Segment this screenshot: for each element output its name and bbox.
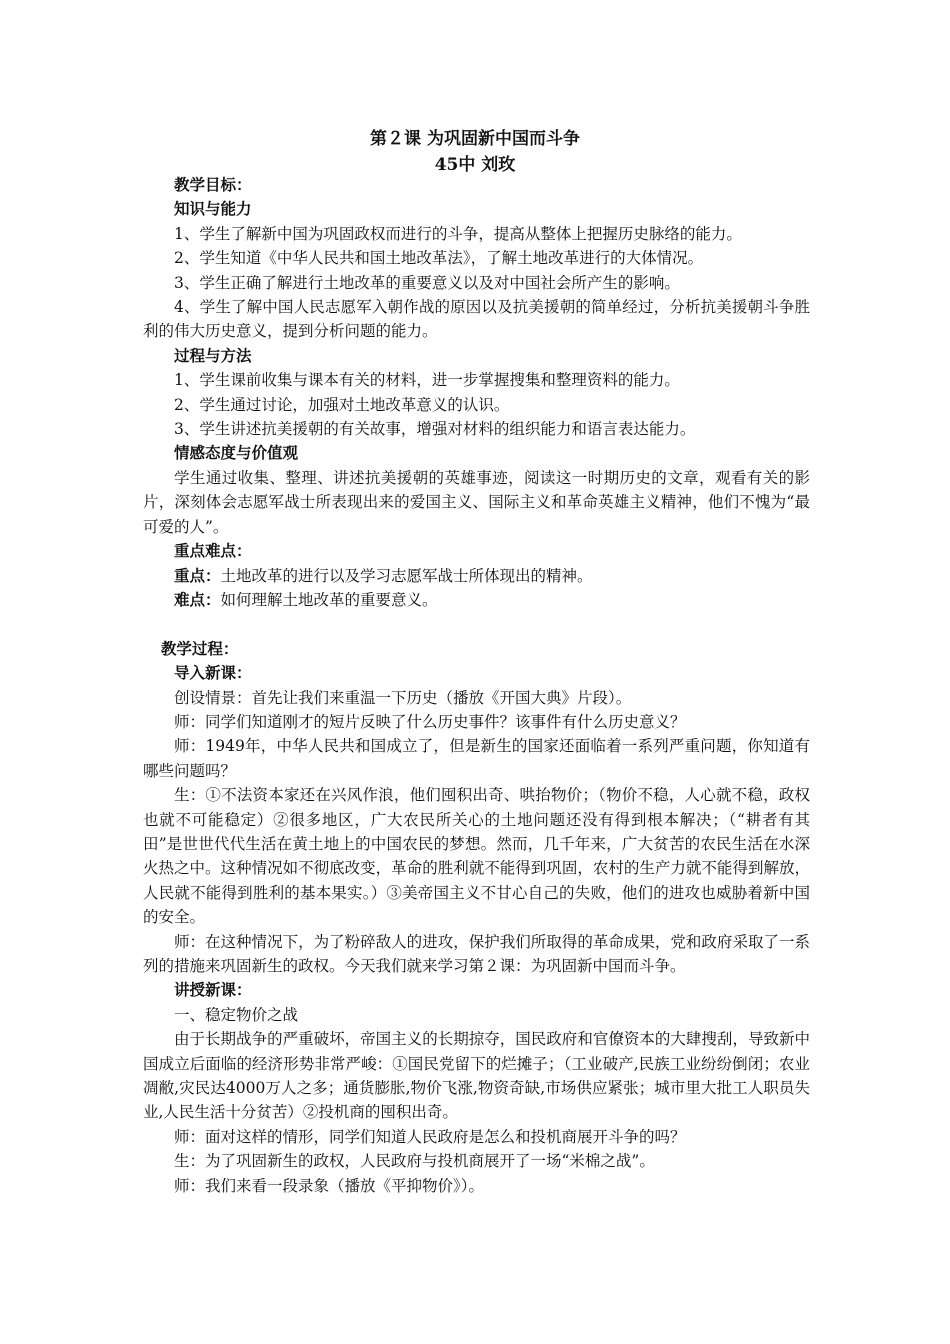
section-title: 一、稳定物价之战	[174, 1005, 299, 1024]
keypoints-heading: 重点难点：	[174, 541, 252, 561]
intro-paragraph: 创设情景：首先让我们来重温一下历史（播放《开国大典》片段）。	[174, 688, 632, 707]
intro-paragraph: 师：同学们知道刚才的短片反映了什么历史事件？该事件有什么历史意义？	[174, 712, 686, 731]
emotion-text: 学生通过收集、整理、讲述抗美援朝的英雄事迹，阅读这一时期历史的文章，观看有关的影片，深刻体会志愿军战士所表现出来的爱国主义、国际主义和革命英雄主义精神，他们不愧为“最可爱的人”。	[143, 468, 810, 536]
focus-line	[143, 564, 810, 588]
new-lesson-heading: 讲授新课：	[174, 980, 252, 1000]
process-heading: 过程与方法	[174, 345, 252, 365]
author-line: 45中 刘玫	[434, 155, 516, 175]
section-paragraph: 师：我们来看一段录象（播放《平抑物价》）。	[174, 1176, 485, 1195]
lesson-title: 第２课 为巩固新中国而斗争	[370, 129, 580, 149]
section-paragraph: 生：为了巩固新生的政权，人民政府与投机商展开了一场“米棉之战”。	[174, 1152, 655, 1171]
intro-paragraph: 师：1949年，中华人民共和国成立了，但是新生的国家还面临着一系列严重问题，你知道有哪些问题吗？	[143, 737, 810, 780]
spacer	[143, 612, 810, 636]
difficulty-line	[143, 588, 810, 612]
teaching-heading: 教学过程：	[160, 638, 239, 658]
intro-paragraph: 生：①不法资本家还在兴风作浪，他们囤积出奇、哄抬物价；（物价不稳，人心就不稳，政权也就不可能稳定）②很多地区，广大农民所关心的土地问题还没有得到根本解决；（“耕者有其田”是世世代代生活在黄土地上的中国农民的梦想。然而，几千年来，广大贫苦的农民生活在水深火热之中。这种情况如不彻底改变，革命的胜利就不能得到巩固，农村的生产力就不能得到解放，人民就不能得到胜利的基本果实。）③美帝国主义不甘心自己的失败，他们的进攻也威胁着新中国的安全。	[143, 786, 810, 927]
knowledge-item: 4、学生了解中国人民志愿军入朝作战的原因以及抗美援朝的简单经过，分析抗美援朝斗争胜利的伟大历史意义，提到分析问题的能力。	[143, 298, 810, 341]
process-item: 1、学生课前收集与课本有关的材料，进一步掌握搜集和整理资料的能力。	[174, 371, 680, 390]
document-body	[143, 173, 810, 1198]
knowledge-item: 3、学生正确了解进行土地改革的重要意义以及对中国社会所产生的影响。	[174, 273, 680, 292]
focus-text: 土地改革的进行以及学习志愿军战士所体现出的精神。	[220, 566, 593, 585]
knowledge-item: 1、学生了解新中国为巩固政权而进行的斗争，提高从整体上把握历史脉络的能力。	[174, 224, 742, 243]
difficulty-text: 如何理解土地改革的重要意义。	[220, 590, 438, 609]
knowledge-heading: 知识与能力	[174, 199, 252, 219]
goals-heading: 教学目标：	[174, 175, 252, 194]
difficulty-label: 难点：	[174, 589, 221, 609]
intro-heading: 导入新课：	[174, 663, 252, 683]
section-paragraph: 师：面对这样的情形，同学们知道人民政府是怎么和投机商展开斗争的吗？	[174, 1127, 686, 1146]
emotion-heading: 情感态度与价值观	[174, 443, 299, 463]
focus-label: 重点：	[174, 565, 221, 585]
process-item: 2、学生通过讨论，加强对土地改革意义的认识。	[174, 395, 510, 414]
process-item: 3、学生讲述抗美援朝的有关故事，增强对材料的组织能力和语言表达能力。	[174, 420, 696, 439]
knowledge-item: 2、学生知道《中华人民共和国土地改革法》，了解土地改革进行的大体情况。	[174, 249, 704, 268]
section-paragraph: 由于长期战争的严重破坏，帝国主义的长期掠夺，国民政府和官僚资本的大肆搜刮，导致新中国成立后面临的经济形势非常严峻：①国民党留下的烂摊子；（工业破产,民族工业纷纷倒闭；农业凋敝,灾民达4000万人之多；通货膨胀,物价飞涨,物资奇缺,市场供应紧张；城市里大批工人职员失业,人民生活十分贫苦）②投机商的囤积出奇。	[143, 1030, 810, 1122]
intro-paragraph: 师：在这种情况下，为了粉碎敌人的进攻，保护我们所取得的革命成果，党和政府采取了一系列的措施来巩固新生的政权。今天我们就来学习第２课：为巩固新中国而斗争。	[143, 932, 810, 975]
